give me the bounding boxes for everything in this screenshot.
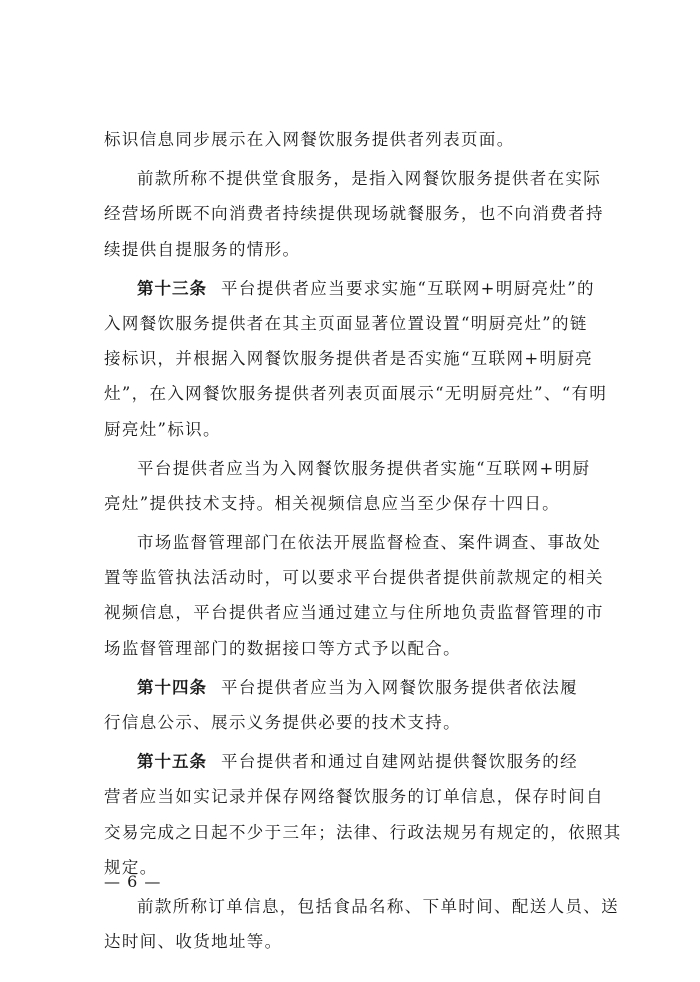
paragraph: [104, 122, 604, 157]
text-line: 前款所称不提供堂食服务，是指入网餐饮服务提供者在实际: [137, 169, 602, 189]
text-line: 置等监管执法活动时，可以要求平台提供者提供前款规定的相关: [104, 568, 604, 588]
text-line: 前款所称订单信息，包括食品名称、下单时间、配送人员、送: [137, 896, 619, 916]
text-line: 标识信息同步展示在入网餐饮服务提供者列表页面。: [104, 130, 515, 149]
text-line: 视频信息，平台提供者应当通过建立与住所地负责监督管理的市: [104, 603, 604, 623]
text-line: 营者应当如实记录并保存网络餐饮服务的订单信息，保存时间自: [104, 787, 604, 807]
text-line: 亮灶”提供技术支持。相关视频信息应当至少保存十四日。: [104, 493, 561, 513]
text-line: 平台提供者应当为入网餐饮服务提供者实施“互联网+明厨: [137, 458, 591, 478]
text-line: 场监督管理部门的数据接口等方式予以配合。: [104, 638, 461, 658]
document-body: [104, 122, 622, 959]
article-14: [104, 670, 604, 740]
paragraph: [104, 161, 604, 267]
paragraph: [104, 451, 604, 521]
text-line: [104, 670, 604, 705]
text-line: 达时间、收货地址等。: [104, 932, 283, 952]
text-segment: 平台提供者应当为入网餐饮服务提供者依法履: [221, 677, 578, 697]
text-line: 市场监督管理部门在依法开展监督检查、案件调查、事故处: [137, 533, 602, 553]
text-line: [104, 744, 604, 779]
article-heading: 第十四条: [137, 677, 207, 697]
article-heading: 第十五条: [137, 752, 207, 772]
paragraph: [104, 889, 619, 959]
text-segment: 平台提供者应当要求实施“互联网+明厨亮灶”的: [221, 278, 595, 298]
text-line: 经营场所既不向消费者持续提供现场就餐服务，也不向消费者持: [104, 204, 604, 224]
article-15: [104, 744, 622, 885]
paragraph: [104, 525, 604, 666]
article-heading: 第十三条: [137, 278, 207, 298]
text-line: 接标识，并根据入网餐饮服务提供者是否实施“互联网+明厨亮: [104, 349, 594, 369]
text-line: 交易完成之日起不少于三年；法律、行政法规另有规定的，依照其: [104, 822, 622, 842]
text-line: 规定。: [104, 857, 158, 877]
text-line: 续提供自提服务的情形。: [104, 239, 301, 259]
text-line: [104, 271, 604, 306]
page-number: — 6 —: [104, 872, 162, 891]
text-line: 行信息公示、展示义务提供必要的技术支持。: [104, 713, 461, 732]
text-line: 厨亮灶”标识。: [104, 419, 221, 439]
text-line: 灶”，在入网餐饮服务提供者列表页面展示“无明厨亮灶”、“有明: [104, 384, 608, 404]
text-line: 入网餐饮服务提供者在其主页面显著位置设置“明厨亮灶”的链: [104, 313, 588, 333]
article-13: [104, 271, 608, 447]
text-segment: 平台提供者和通过自建网站提供餐饮服务的经: [221, 752, 578, 772]
